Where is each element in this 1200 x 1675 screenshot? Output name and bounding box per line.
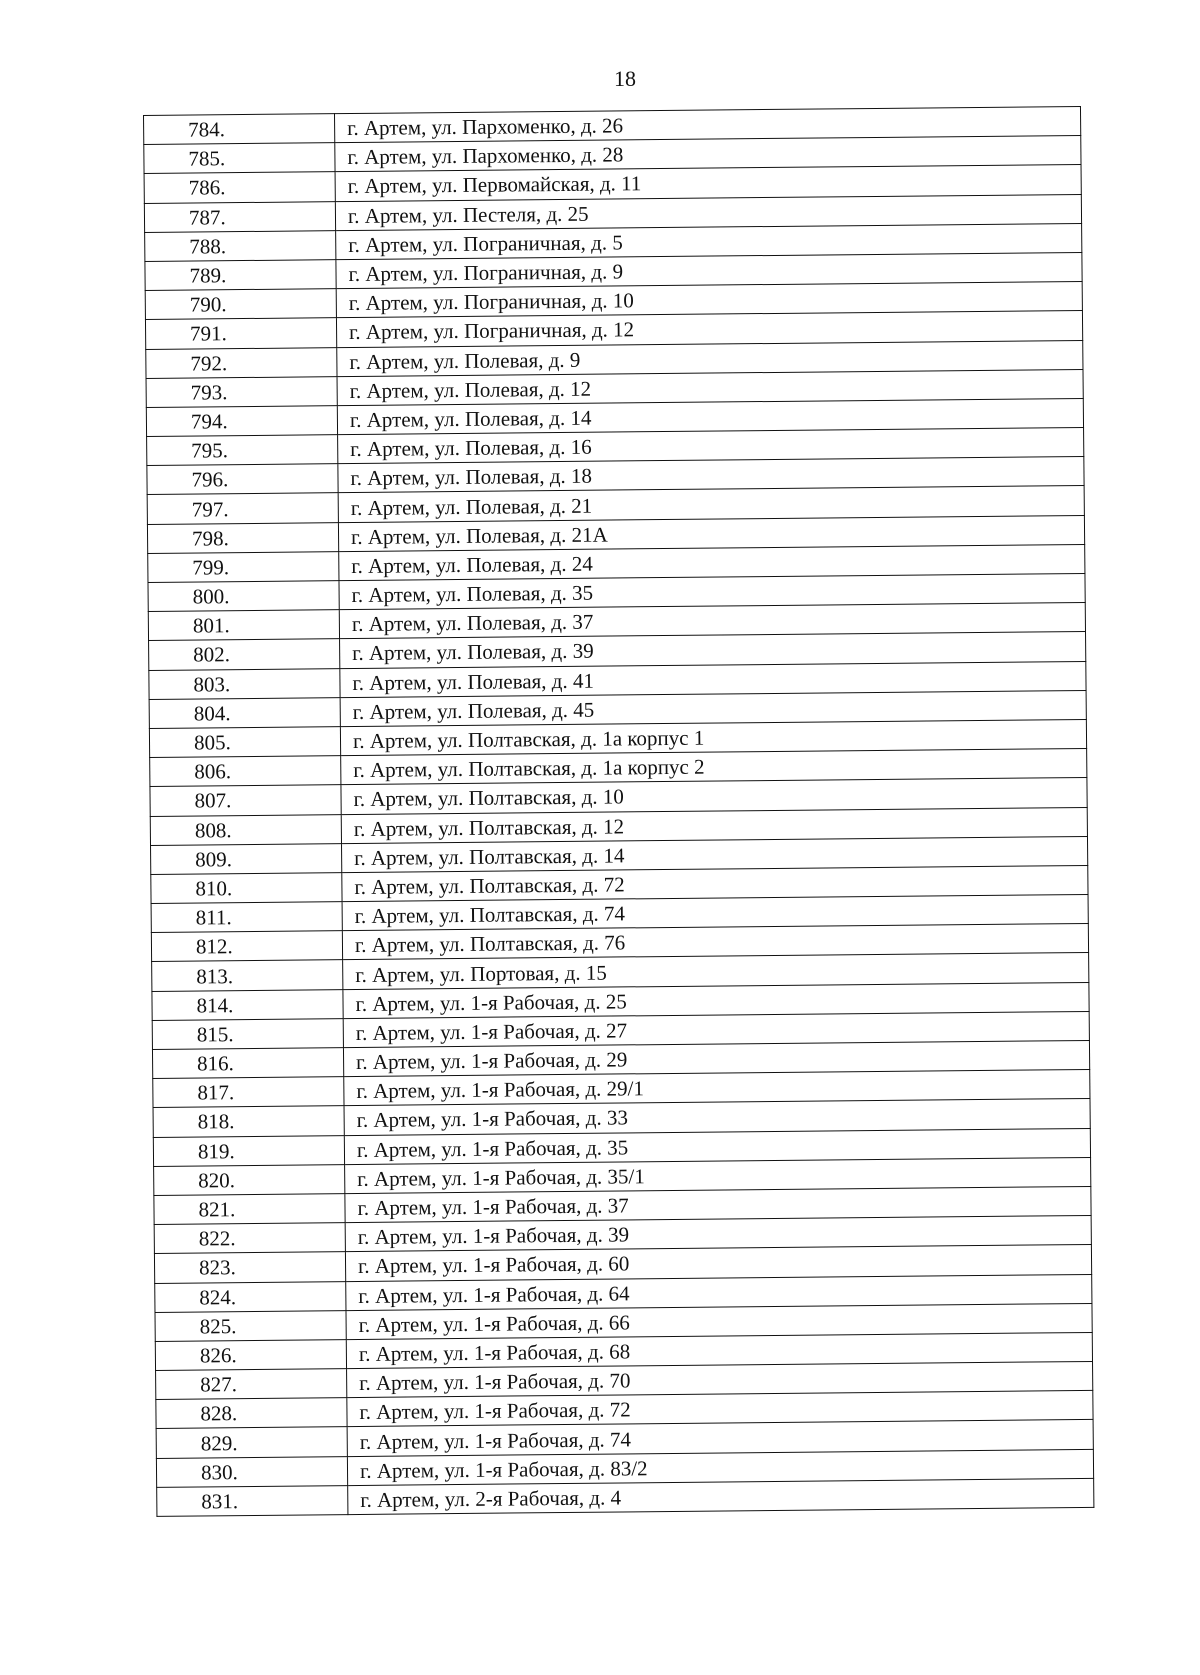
row-number-cell: 825.	[155, 1310, 346, 1341]
row-number-cell: 828.	[156, 1398, 347, 1429]
row-number-cell: 792.	[146, 347, 337, 378]
row-number-cell: 813.	[152, 960, 343, 991]
address-cell: г. Артем, ул. 1-я Рабочая, д. 29/1	[344, 1070, 1090, 1106]
row-number-cell: 812.	[151, 931, 342, 962]
address-cell: г. Артем, ул. 1-я Рабочая, д. 29	[343, 1040, 1089, 1076]
row-number-cell: 829.	[156, 1427, 347, 1458]
address-cell: г. Артем, ул. 1-я Рабочая, д. 83/2	[347, 1449, 1093, 1485]
address-table-body	[144, 107, 1094, 1517]
row-number-cell: 794.	[146, 406, 337, 437]
address-cell: г. Артем, ул. 1-я Рабочая, д. 68	[346, 1332, 1092, 1368]
address-cell: г. Артем, ул. Полтавская, д. 1а корпус 2	[341, 749, 1087, 785]
address-cell: г. Артем, ул. Первомайская, д. 11	[335, 165, 1081, 201]
row-number-cell: 791.	[145, 318, 336, 349]
address-cell: г. Артем, ул. Полевая, д. 18	[338, 457, 1084, 493]
address-cell: г. Артем, ул. Пархоменко, д. 26	[334, 107, 1080, 143]
row-number-cell: 796.	[147, 464, 338, 495]
row-number-cell: 806.	[150, 756, 341, 787]
row-number-cell: 786.	[144, 172, 335, 203]
row-number-cell: 802.	[149, 639, 340, 670]
row-number-cell: 826.	[155, 1339, 346, 1370]
address-cell: г. Артем, ул. Полтавская, д. 1а корпус 1	[340, 719, 1086, 755]
row-number-cell: 789.	[145, 260, 336, 291]
address-cell: г. Артем, ул. Полтавская, д. 10	[341, 778, 1087, 814]
address-cell: г. Артем, ул. Полевая, д. 39	[340, 632, 1086, 668]
row-number-cell: 814.	[152, 989, 343, 1020]
row-number-cell: 785.	[144, 143, 335, 174]
row-number-cell: 810.	[151, 873, 342, 904]
address-cell: г. Артем, ул. Полевая, д. 24	[339, 544, 1085, 580]
address-cell: г. Артем, ул. 1-я Рабочая, д. 64	[346, 1274, 1092, 1310]
address-cell: г. Артем, ул. Пограничная, д. 12	[336, 311, 1082, 347]
address-cell: г. Артем, ул. Пограничная, д. 9	[336, 252, 1082, 288]
address-cell: г. Артем, ул. Полевая, д. 9	[337, 340, 1083, 376]
row-number-cell: 803.	[149, 668, 340, 699]
address-cell: г. Артем, ул. Полевая, д. 16	[338, 428, 1084, 464]
row-number-cell: 800.	[148, 581, 339, 612]
row-number-cell: 821.	[154, 1194, 345, 1225]
address-cell: г. Артем, ул. Пограничная, д. 10	[336, 282, 1082, 318]
address-cell: г. Артем, ул. Пограничная, д. 5	[336, 223, 1082, 259]
row-number-cell: 798.	[147, 522, 338, 553]
address-cell: г. Артем, ул. 2-я Рабочая, д. 4	[348, 1478, 1094, 1514]
address-cell: г. Артем, ул. 1-я Рабочая, д. 35	[344, 1128, 1090, 1164]
row-number-cell: 799.	[148, 551, 339, 582]
row-number-cell: 824.	[155, 1281, 346, 1312]
address-cell: г. Артем, ул. Полевая, д. 37	[339, 603, 1085, 639]
address-cell: г. Артем, ул. 1-я Рабочая, д. 39	[345, 1216, 1091, 1252]
row-number-cell: 815.	[152, 1018, 343, 1049]
row-number-cell: 797.	[147, 493, 338, 524]
row-number-cell: 811.	[151, 902, 342, 933]
row-number-cell: 831.	[157, 1485, 348, 1516]
address-cell: г. Артем, ул. Полтавская, д. 12	[341, 807, 1087, 843]
address-cell: г. Артем, ул. Полтавская, д. 76	[342, 924, 1088, 960]
row-number-cell: 790.	[145, 289, 336, 320]
address-cell: г. Артем, ул. Полевая, д. 14	[337, 398, 1083, 434]
row-number-cell: 820.	[154, 1164, 345, 1195]
row-number-cell: 819.	[153, 1135, 344, 1166]
row-number-cell: 784.	[144, 114, 335, 145]
address-cell: г. Артем, ул. 1-я Рабочая, д. 60	[345, 1245, 1091, 1281]
address-cell: г. Артем, ул. Полевая, д. 21А	[338, 515, 1084, 551]
address-cell: г. Артем, ул. Полтавская, д. 14	[342, 836, 1088, 872]
address-cell: г. Артем, ул. Пестеля, д. 25	[335, 194, 1081, 230]
row-number-cell: 801.	[148, 610, 339, 641]
address-cell: г. Артем, ул. Полевая, д. 45	[340, 690, 1086, 726]
address-cell: г. Артем, ул. 1-я Рабочая, д. 37	[345, 1186, 1091, 1222]
address-cell: г. Артем, ул. Полтавская, д. 72	[342, 865, 1088, 901]
address-table-container	[143, 106, 1094, 1517]
row-number-cell: 805.	[149, 727, 340, 758]
row-number-cell: 809.	[151, 843, 342, 874]
address-table	[143, 106, 1094, 1517]
address-cell: г. Артем, ул. 1-я Рабочая, д. 70	[347, 1362, 1093, 1398]
address-cell: г. Артем, ул. 1-я Рабочая, д. 33	[344, 1099, 1090, 1135]
address-cell: г. Артем, ул. 1-я Рабочая, д. 74	[347, 1420, 1093, 1456]
address-cell: г. Артем, ул. Полевая, д. 35	[339, 573, 1085, 609]
row-number-cell: 816.	[152, 1048, 343, 1079]
address-cell: г. Артем, ул. Полевая, д. 12	[337, 369, 1083, 405]
address-cell: г. Артем, ул. Полевая, д. 21	[338, 486, 1084, 522]
address-cell: г. Артем, ул. 1-я Рабочая, д. 66	[346, 1303, 1092, 1339]
page-number: 18	[614, 66, 636, 91]
address-cell: г. Артем, ул. 1-я Рабочая, д. 25	[343, 982, 1089, 1018]
row-number-cell: 787.	[144, 201, 335, 232]
row-number-cell: 818.	[153, 1106, 344, 1137]
address-cell: г. Артем, ул. Полевая, д. 41	[340, 661, 1086, 697]
address-cell: г. Артем, ул. 1-я Рабочая, д. 35/1	[345, 1157, 1091, 1193]
row-number-cell: 830.	[156, 1456, 347, 1487]
row-number-cell: 823.	[154, 1252, 345, 1283]
address-cell: г. Артем, ул. Портовая, д. 15	[343, 953, 1089, 989]
row-number-cell: 793.	[146, 376, 337, 407]
row-number-cell: 804.	[149, 697, 340, 728]
row-number-cell: 827.	[156, 1369, 347, 1400]
address-cell: г. Артем, ул. 1-я Рабочая, д. 27	[343, 1011, 1089, 1047]
row-number-cell: 788.	[145, 230, 336, 261]
address-cell: г. Артем, ул. Полтавская, д. 74	[342, 895, 1088, 931]
row-number-cell: 822.	[154, 1223, 345, 1254]
row-number-cell: 807.	[150, 785, 341, 816]
row-number-cell: 808.	[150, 814, 341, 845]
address-cell: г. Артем, ул. Пархоменко, д. 28	[335, 136, 1081, 172]
row-number-cell: 817.	[153, 1077, 344, 1108]
row-number-cell: 795.	[147, 435, 338, 466]
address-cell: г. Артем, ул. 1-я Рабочая, д. 72	[347, 1391, 1093, 1427]
